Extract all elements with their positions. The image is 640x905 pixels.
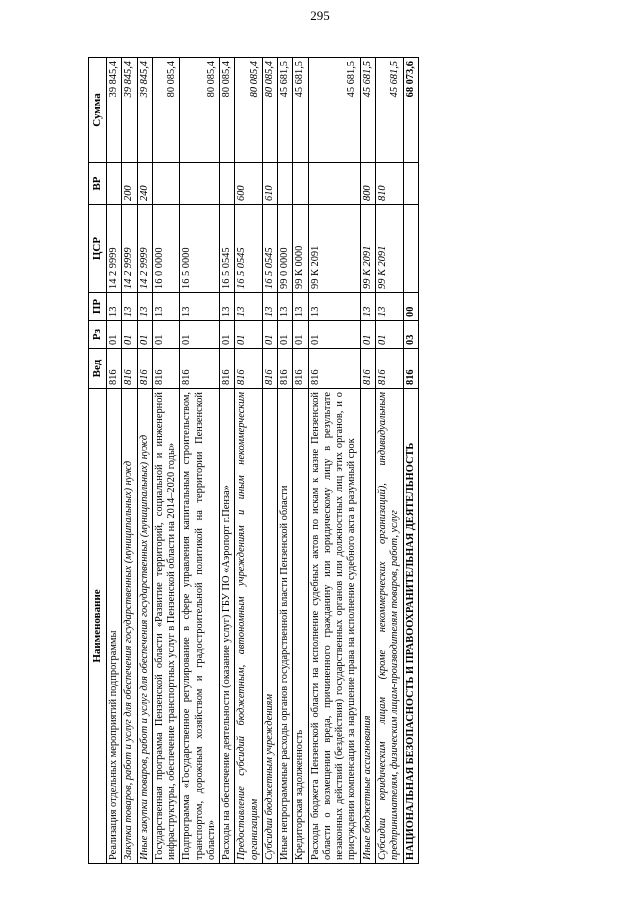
table-row xyxy=(262,58,277,864)
cell-ved: 816 xyxy=(122,349,137,389)
cell-csr: 99 К 2091 xyxy=(308,205,360,293)
cell-pr: 13 xyxy=(376,293,404,321)
cell-rz: 01 xyxy=(293,321,308,349)
cell-csr: 16 5 0000 xyxy=(180,205,220,293)
rotated-table-frame xyxy=(88,58,552,864)
cell-vr: 600 xyxy=(235,163,263,205)
cell-ved: 816 xyxy=(262,349,277,389)
header-rz: Рз xyxy=(89,321,107,349)
cell-csr: 99 К 0000 xyxy=(293,205,308,293)
cell-rz: 01 xyxy=(308,321,360,349)
cell-pr: 13 xyxy=(220,293,235,321)
cell-vr xyxy=(308,163,360,205)
cell-pr: 13 xyxy=(137,293,152,321)
cell-sum: 39 845,4 xyxy=(122,58,137,163)
header-sum: Сумма xyxy=(89,58,107,163)
cell-csr: 99 К 2091 xyxy=(376,205,404,293)
table-row xyxy=(293,58,308,864)
cell-ved: 816 xyxy=(308,349,360,389)
cell-sum: 39 845,4 xyxy=(106,58,121,163)
table-row xyxy=(220,58,235,864)
table-row xyxy=(403,58,418,864)
cell-ved: 816 xyxy=(403,349,418,389)
cell-vr: 240 xyxy=(137,163,152,205)
cell-sum: 80 085,4 xyxy=(235,58,263,163)
cell-rz: 01 xyxy=(360,321,375,349)
cell-name: Иные непрограммные расходы органов государственной власти Пензенской области xyxy=(278,389,293,864)
cell-pr: 13 xyxy=(278,293,293,321)
cell-vr xyxy=(293,163,308,205)
table-row xyxy=(180,58,220,864)
cell-vr xyxy=(152,163,180,205)
cell-sum: 45 681,5 xyxy=(360,58,375,163)
cell-rz: 01 xyxy=(122,321,137,349)
cell-pr: 13 xyxy=(180,293,220,321)
table-row xyxy=(137,58,152,864)
cell-ved: 816 xyxy=(152,349,180,389)
cell-csr: 16 0 0000 xyxy=(152,205,180,293)
cell-vr xyxy=(220,163,235,205)
cell-sum: 80 085,4 xyxy=(152,58,180,163)
cell-pr: 00 xyxy=(403,293,418,321)
cell-vr: 800 xyxy=(360,163,375,205)
cell-name: Закупка товаров, работ и услуг для обеспечения государственных (муниципальных) нужд xyxy=(122,389,137,864)
cell-ved: 816 xyxy=(360,349,375,389)
header-name: Наименование xyxy=(89,389,107,864)
cell-csr: 99 0 0000 xyxy=(278,205,293,293)
cell-name: Реализация отдельных мероприятий подпрограммы xyxy=(106,389,121,864)
cell-vr xyxy=(106,163,121,205)
cell-name: Иные закупки товаров, работ и услуг для обеспечения государственных (муниципальных) нужд xyxy=(137,389,152,864)
cell-name: Расходы на обеспечение деятельности (оказание услуг) ГБУ ПО «Аэропорт г.Пенза» xyxy=(220,389,235,864)
cell-csr: 14 2 9999 xyxy=(137,205,152,293)
cell-ved: 816 xyxy=(376,349,404,389)
table-row xyxy=(152,58,180,864)
cell-name: НАЦИОНАЛЬНАЯ БЕЗОПАСНОСТЬ И ПРАВООХРАНИТЕЛЬНАЯ ДЕЯТЕЛЬНОСТЬ xyxy=(403,389,418,864)
table-row xyxy=(360,58,375,864)
cell-vr: 810 xyxy=(376,163,404,205)
cell-ved: 816 xyxy=(278,349,293,389)
table-wrapper xyxy=(88,58,552,864)
cell-vr: 200 xyxy=(122,163,137,205)
cell-sum: 80 085,4 xyxy=(262,58,277,163)
cell-name: Предоставление субсидий бюджетным, автономным учреждениям и иным некоммерческим организациям xyxy=(235,389,263,864)
cell-pr: 13 xyxy=(235,293,263,321)
cell-sum: 68 073,6 xyxy=(403,58,418,163)
cell-ved: 816 xyxy=(180,349,220,389)
cell-sum: 80 085,4 xyxy=(220,58,235,163)
cell-rz: 01 xyxy=(278,321,293,349)
cell-name: Субсидии бюджетным учреждениям xyxy=(262,389,277,864)
cell-csr: 99 К 2091 xyxy=(360,205,375,293)
cell-vr xyxy=(403,163,418,205)
cell-sum: 45 681,5 xyxy=(278,58,293,163)
header-csr: ЦСР xyxy=(89,205,107,293)
cell-rz: 01 xyxy=(152,321,180,349)
cell-csr: 16 5 0545 xyxy=(262,205,277,293)
cell-ved: 816 xyxy=(137,349,152,389)
cell-name: Иные бюджетные ассигнования xyxy=(360,389,375,864)
cell-pr: 13 xyxy=(106,293,121,321)
cell-name: Субсидии юридическим лицам (кроме некоммерческих организаций), индивидуальным предпринимателям, физическим лицам-производителям товаров, работ, услуг xyxy=(376,389,404,864)
cell-rz: 01 xyxy=(235,321,263,349)
table-row xyxy=(308,58,360,864)
cell-rz: 01 xyxy=(106,321,121,349)
cell-rz: 01 xyxy=(262,321,277,349)
header-pr: ПР xyxy=(89,293,107,321)
header-vr: ВР xyxy=(89,163,107,205)
table-body xyxy=(106,58,418,864)
cell-pr: 13 xyxy=(308,293,360,321)
cell-rz: 01 xyxy=(220,321,235,349)
cell-sum: 39 845,4 xyxy=(137,58,152,163)
cell-sum: 45 681,5 xyxy=(293,58,308,163)
cell-csr: 14 2 9999 xyxy=(106,205,121,293)
table-row xyxy=(122,58,137,864)
cell-name: Государственная программа Пензенской области «Развитие территорий, социальной и инженерной инфраструктуры, обеспечение транспортных услуг в Пензенской области на 2014–2020 годы» xyxy=(152,389,180,864)
table-row xyxy=(106,58,121,864)
cell-rz: 01 xyxy=(180,321,220,349)
cell-rz: 01 xyxy=(376,321,404,349)
header-ved: Вед xyxy=(89,349,107,389)
cell-csr: 16 5 0545 xyxy=(220,205,235,293)
cell-csr xyxy=(403,205,418,293)
page-number: 295 xyxy=(310,8,330,23)
table-row xyxy=(376,58,404,864)
cell-ved: 816 xyxy=(220,349,235,389)
cell-pr: 13 xyxy=(262,293,277,321)
cell-sum: 45 681,5 xyxy=(308,58,360,163)
cell-name: Расходы бюджета Пензенской области на исполнение судебных актов по искам к казне Пензенской области о возмещении вреда, причиненного гражданину или юридическому лицу в результате незаконных действий (бездействия) государственных органов или должностных лиц этих органов, и о присуждении компенсации за нарушение права на исполнение судебного акта в разумный срок xyxy=(308,389,360,864)
cell-sum: 80 085,4 xyxy=(180,58,220,163)
cell-vr xyxy=(180,163,220,205)
cell-pr: 13 xyxy=(293,293,308,321)
cell-name: Кредиторская задолженность xyxy=(293,389,308,864)
cell-pr: 13 xyxy=(152,293,180,321)
table-row xyxy=(235,58,263,864)
budget-table xyxy=(88,57,419,864)
cell-csr: 16 5 0545 xyxy=(235,205,263,293)
cell-rz: 03 xyxy=(403,321,418,349)
table-header-row xyxy=(89,58,107,864)
cell-ved: 816 xyxy=(106,349,121,389)
cell-rz: 01 xyxy=(137,321,152,349)
table-row xyxy=(278,58,293,864)
cell-name: Подпрограмма «Государственное регулирование в сфере управления капитальным строительством, транспортом, дорожным хозяйством и градостроительной политикой на территории Пензенской области» xyxy=(180,389,220,864)
cell-vr xyxy=(278,163,293,205)
cell-ved: 816 xyxy=(235,349,263,389)
cell-sum: 45 681,5 xyxy=(376,58,404,163)
cell-ved: 816 xyxy=(293,349,308,389)
cell-pr: 13 xyxy=(122,293,137,321)
cell-pr: 13 xyxy=(360,293,375,321)
cell-csr: 14 2 9999 xyxy=(122,205,137,293)
cell-vr: 610 xyxy=(262,163,277,205)
